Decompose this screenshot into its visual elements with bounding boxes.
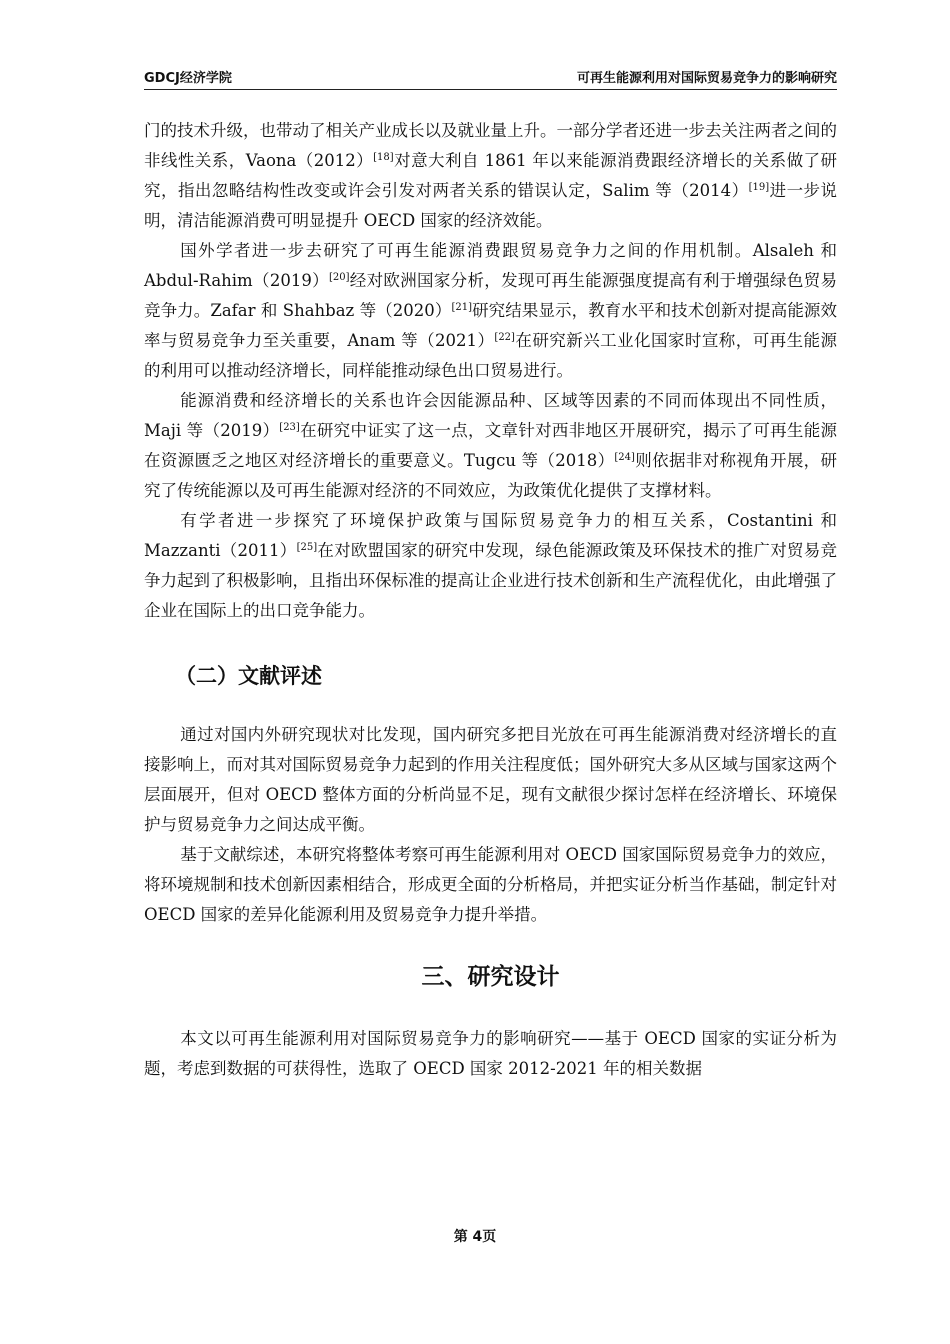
document-body (144, 116, 837, 1084)
citation-superscript: [25] (296, 542, 318, 553)
paragraph-text: 有学者进一步探究了环境保护政策与国际贸易竞争力的相互关系，Costantini 和 Mazzanti（2011） (144, 511, 837, 560)
body-paragraph (144, 386, 837, 506)
body-paragraph (144, 236, 837, 386)
citation-superscript: [22] (494, 332, 515, 343)
research-design-paragraph-1: 本文以可再生能源利用对国际贸易竞争力的影响研究——基于 OECD 国家的实证分析为题，考虑到数据的可获得性，选取了 OECD 国家 2012-2021 年的相关数据 (144, 1029, 837, 1078)
body-paragraph (144, 506, 837, 626)
citation-superscript: [24] (614, 452, 635, 463)
citation-superscript: [23] (279, 422, 300, 433)
literature-review-paragraphs (144, 116, 837, 626)
page-number: 第 4页 (453, 1229, 497, 1245)
commentary-paragraph-1: 通过对国内外研究现状对比发现，国内研究多把目光放在可再生能源消费对经济增长的直接影响上，而对其对国际贸易竞争力起到的作用关注程度低；国外研究大多从区域与国家这两个层面展开，但对 OECD 整体方面的分析尚显不足，现有文献很少探讨怎样在经济增长、环境保护与贸易竞争力之间达成平衡。 (144, 725, 837, 834)
paragraph-text: 进一步说明，清洁能源消费可明显提升 OECD 国家的经济效能。 (144, 181, 838, 230)
paragraph-text: 国外学者进一步去研究了可再生能源消费跟贸易竞争力之间的作用机制。Alsaleh 和 Abdul-Rahim（2019） (144, 241, 837, 290)
paragraph-text: 能源消费和经济增长的关系也许会因能源品种、区域等因素的不同而体现出不同性质，Maji 等（2019） (144, 391, 837, 440)
running-header (144, 64, 837, 90)
paragraph-text: 研究结果显示，教育水平和技术创新对提高能源效率与贸易竞争力至关重要，Anam 等（2021） (144, 301, 837, 350)
section-heading-literature-commentary: （二）文献评述 (175, 664, 322, 688)
header-right-title: 可再生能源利用对国际贸易竞争力的影响研究 (576, 71, 837, 86)
citation-superscript: [21] (451, 302, 472, 313)
paragraph-text: 对意大利自 1861 年以来能源消费跟经济增长的关系做了研究，指出忽略结构性改变或许会引发对两者关系的错误认定，Salim 等（2014） (144, 151, 837, 200)
paragraph-text: 经对欧洲国家分析，发现可再生能源强度提高有利于增强绿色贸易竞争力。Zafar 和 Shahbaz 等（2020） (144, 271, 838, 320)
header-left-institution: GDCJ经济学院 (144, 71, 232, 86)
section-heading-research-design: 三、研究设计 (421, 964, 560, 990)
commentary-paragraph-2: 基于文献综述，本研究将整体考察可再生能源利用对 OECD 国家国际贸易竞争力的效应，将环境规制和技术创新因素相结合，形成更全面的分析格局，并把实证分析当作基础，制定针对 OECD 国家的差异化能源利用及贸易竞争力提升举措。 (144, 845, 837, 924)
paragraph-text: 在研究中证实了这一点，文章针对西非地区开展研究，揭示了可再生能源在资源匮乏之地区对经济增长的重要意义。Tugcu 等（2018） (144, 421, 837, 470)
paragraph-text: 门的技术升级，也带动了相关产业成长以及就业量上升。一部分学者还进一步去关注两者之间的非线性关系，Vaona（2012） (144, 121, 837, 170)
body-paragraph (144, 116, 837, 236)
citation-superscript: [20] (328, 272, 350, 283)
citation-superscript: [18] (373, 152, 394, 163)
paragraph-text: 在研究新兴工业化国家时宣称，可再生能源的利用可以推动经济增长，同样能推动绿色出口贸易进行。 (144, 331, 838, 380)
citation-superscript: [19] (748, 182, 770, 193)
paragraph-text: 则依据非对称视角开展，研究了传统能源以及可再生能源对经济的不同效应，为政策优化提供了支撑材料。 (144, 451, 837, 500)
paragraph-text: 在对欧盟国家的研究中发现，绿色能源政策及环保技术的推广对贸易竞争力起到了积极影响，且指出环保标准的提高让企业进行技术创新和生产流程优化，由此增强了企业在国际上的出口竞争能力。 (144, 541, 838, 620)
